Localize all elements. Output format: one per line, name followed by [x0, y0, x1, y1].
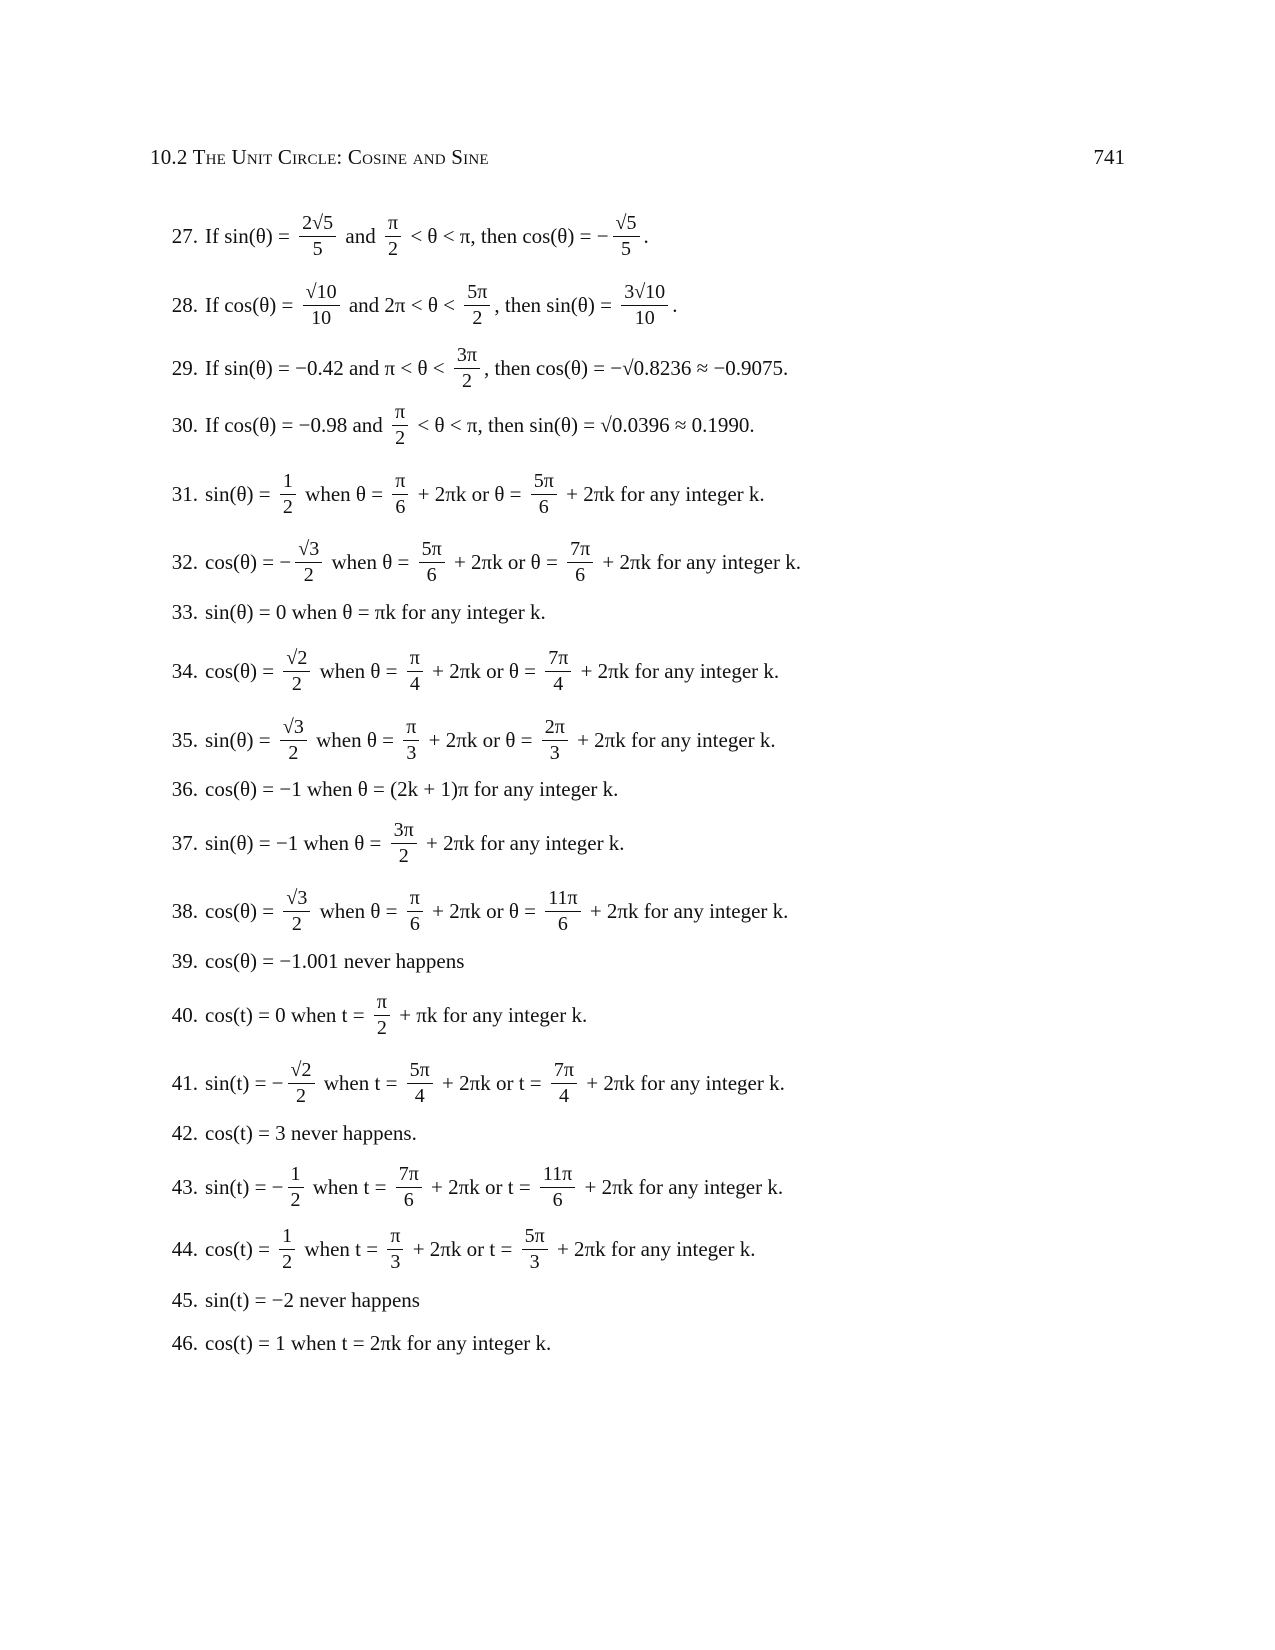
math-text: and	[340, 223, 381, 248]
item-body	[205, 992, 587, 1039]
denominator: 2	[303, 563, 314, 586]
math-text: sin(t) = −	[205, 1174, 284, 1199]
denominator: 6	[426, 563, 437, 586]
denominator: 10	[311, 306, 332, 329]
numerator: 1	[280, 471, 296, 495]
denominator: 2	[461, 369, 472, 392]
math-text: + 2πk for any integer k.	[597, 549, 801, 574]
denominator: 2	[296, 1084, 306, 1107]
fraction	[545, 648, 571, 695]
item-body	[205, 820, 625, 867]
math-text: + 2πk for any integer k.	[581, 1070, 785, 1095]
denominator: 4	[553, 672, 564, 695]
denominator: 2	[282, 1250, 293, 1273]
item-number: 27.	[171, 223, 198, 248]
fraction	[551, 1060, 577, 1107]
math-text: when θ =	[299, 481, 389, 506]
numerator: √5	[613, 213, 640, 237]
item-body	[205, 949, 464, 974]
numerator: 3π	[454, 345, 480, 369]
denominator: 4	[414, 1084, 425, 1107]
fraction	[303, 282, 340, 329]
item-number: 39.	[171, 948, 198, 973]
denominator: 2	[472, 306, 483, 329]
denominator: 3	[529, 1250, 540, 1273]
denominator: 2	[388, 237, 398, 260]
denominator: 2	[282, 495, 293, 518]
item-body	[205, 777, 618, 802]
math-text: + 2πk for any integer k.	[551, 1236, 756, 1261]
math-text: cos(t) = 3 never happens.	[205, 1120, 417, 1145]
numerator: 11π	[540, 1164, 575, 1188]
denominator: 6	[557, 912, 568, 935]
math-text: cos(t) = 0 when t =	[205, 1002, 370, 1027]
math-text: sin(θ) = 0 when θ = πk for any integer k.	[205, 599, 546, 624]
item-number: 43.	[171, 1174, 198, 1199]
fraction	[288, 1164, 304, 1211]
numerator: π	[403, 717, 419, 741]
fraction	[522, 1226, 548, 1273]
numerator: 7π	[567, 539, 593, 563]
math-text: when θ =	[314, 658, 403, 683]
numerator: 7π	[396, 1164, 422, 1188]
numerator: √2	[283, 648, 310, 672]
numerator: √2	[288, 1060, 315, 1084]
fraction	[621, 282, 668, 329]
math-text: cos(t) =	[205, 1236, 276, 1261]
item-body	[205, 402, 755, 449]
denominator: 4	[558, 1084, 569, 1107]
fraction	[392, 471, 408, 518]
denominator: 2	[291, 672, 302, 695]
answer-item	[162, 206, 1162, 266]
denominator: 10	[634, 306, 655, 329]
item-number: 31.	[171, 481, 198, 506]
denominator: 6	[409, 912, 420, 935]
math-text: when t =	[318, 1070, 403, 1095]
item-number: 30.	[171, 412, 198, 437]
item-number: 34.	[171, 658, 198, 683]
numerator: 1	[288, 1164, 304, 1188]
fraction	[464, 282, 490, 329]
item-body	[205, 345, 788, 392]
math-text: cos(θ) =	[205, 898, 280, 923]
page-number: 741	[1093, 145, 1125, 169]
item-body	[205, 1331, 551, 1356]
fraction	[540, 1164, 575, 1211]
math-text: cos(θ) = −1.001 never happens	[205, 948, 465, 973]
math-text: cos(θ) =	[205, 658, 280, 683]
math-text: sin(θ) = −1 when θ =	[205, 830, 387, 855]
fraction	[391, 820, 417, 867]
math-text: + 2πk for any integer k.	[579, 1174, 784, 1199]
fraction	[280, 717, 307, 764]
item-body	[205, 1121, 417, 1146]
item-number: 29.	[171, 355, 198, 380]
fraction	[567, 539, 593, 586]
numerator: 5π	[522, 1226, 548, 1250]
denominator: 2	[291, 912, 302, 935]
numerator: 5π	[419, 539, 445, 563]
item-body	[205, 1060, 785, 1107]
math-text: sin(t) = −2 never happens	[205, 1287, 420, 1312]
math-text: + 2πk or θ =	[426, 898, 542, 923]
numerator: 5π	[531, 471, 557, 495]
numerator: 5π	[407, 1060, 433, 1084]
item-body	[205, 888, 788, 935]
math-text: + πk for any integer k.	[393, 1002, 588, 1027]
item-number: 45.	[171, 1287, 198, 1312]
numerator: 2√5	[299, 213, 336, 237]
numerator: 7π	[551, 1060, 577, 1084]
math-text: .	[672, 292, 678, 317]
answer-item	[162, 395, 1162, 455]
item-number: 40.	[171, 1002, 198, 1027]
page-header	[150, 145, 1125, 175]
answer-item	[162, 813, 1162, 873]
fraction	[283, 648, 310, 695]
fraction	[542, 717, 568, 764]
answer-item	[162, 1313, 1162, 1373]
math-text: + 2πk or θ =	[426, 658, 542, 683]
numerator: √10	[303, 282, 340, 306]
numerator: π	[392, 471, 408, 495]
fraction	[280, 471, 296, 518]
numerator: √3	[295, 539, 322, 563]
numerator: 11π	[545, 888, 580, 912]
math-text: sin(t) = −	[205, 1070, 284, 1095]
fraction	[531, 471, 557, 518]
answer-item	[162, 1103, 1162, 1163]
math-text: If sin(θ) =	[205, 223, 296, 248]
answer-item	[162, 641, 1162, 701]
math-text: < θ < π, then sin(θ) = √0.0396 ≈ 0.1990.	[412, 412, 755, 437]
math-text: .	[643, 223, 649, 248]
answer-item	[162, 931, 1162, 991]
answer-item	[162, 582, 1162, 642]
item-body	[205, 1288, 420, 1313]
running-title: 10.2 The Unit Circle: Cosine and Sine	[150, 145, 489, 169]
math-text: + 2πk or t =	[407, 1236, 518, 1261]
fraction	[419, 539, 445, 586]
math-text: , then cos(θ) = −√0.8236 ≈ −0.9075.	[484, 355, 789, 380]
numerator: π	[407, 888, 423, 912]
denominator: 6	[403, 1188, 414, 1211]
fraction	[396, 1164, 422, 1211]
fraction	[288, 1060, 315, 1107]
item-body	[205, 471, 765, 518]
denominator: 2	[395, 426, 406, 449]
math-text: cos(t) = 1 when t = 2πk for any integer k.	[205, 1330, 552, 1355]
numerator: 7π	[545, 648, 571, 672]
item-number: 41.	[171, 1070, 198, 1095]
numerator: 2π	[542, 717, 568, 741]
math-text: + 2πk for any integer k.	[584, 898, 789, 923]
fraction	[374, 992, 390, 1039]
fraction	[403, 717, 419, 764]
denominator: 6	[575, 563, 586, 586]
item-number: 35.	[171, 727, 198, 752]
numerator: 3π	[391, 820, 417, 844]
fraction	[295, 539, 322, 586]
denominator: 2	[376, 1016, 387, 1039]
math-text: when θ =	[326, 549, 415, 574]
fraction	[407, 888, 423, 935]
fraction	[392, 402, 408, 449]
fraction	[385, 213, 401, 260]
fraction	[387, 1226, 403, 1273]
item-body	[205, 1164, 783, 1211]
math-text: , then sin(θ) =	[494, 292, 618, 317]
item-number: 37.	[171, 830, 198, 855]
answer-item	[162, 759, 1162, 819]
math-text: + 2πk for any integer k.	[560, 481, 765, 506]
answer-item	[162, 338, 1162, 398]
math-text: + 2πk or t =	[436, 1070, 547, 1095]
math-text: + 2πk for any integer k.	[575, 658, 780, 683]
numerator: 5π	[464, 282, 490, 306]
answer-item	[162, 464, 1162, 524]
numerator: π	[387, 1226, 403, 1250]
denominator: 5	[621, 237, 632, 260]
numerator: π	[407, 648, 423, 672]
math-text: + 2πk or θ =	[423, 727, 538, 752]
fraction	[407, 648, 423, 695]
math-text: when t =	[307, 1174, 392, 1199]
math-text: + 2πk or θ =	[448, 549, 564, 574]
numerator: π	[392, 402, 408, 426]
answer-item	[162, 1157, 1162, 1217]
math-text: and 2π < θ <	[343, 292, 461, 317]
numerator: π	[374, 992, 390, 1016]
denominator: 6	[538, 495, 549, 518]
fraction	[279, 1226, 295, 1273]
math-text: + 2πk or θ =	[412, 481, 527, 506]
math-text: + 2πk for any integer k.	[571, 727, 776, 752]
item-number: 28.	[171, 292, 198, 317]
denominator: 3	[406, 741, 417, 764]
math-text: < θ < π, then cos(θ) = −	[405, 223, 609, 248]
math-text: If sin(θ) = −0.42 and π < θ <	[205, 355, 450, 380]
denominator: 5	[312, 237, 323, 260]
math-text: + 2πk or t =	[425, 1174, 536, 1199]
math-text: + 2πk for any integer k.	[420, 830, 625, 855]
math-text: sin(θ) =	[205, 727, 276, 752]
math-text: when θ =	[310, 727, 400, 752]
answer-item	[162, 275, 1162, 335]
item-number: 38.	[171, 898, 198, 923]
denominator: 6	[552, 1188, 563, 1211]
fraction	[454, 345, 480, 392]
numerator: 1	[279, 1226, 295, 1250]
denominator: 3	[390, 1250, 401, 1273]
fraction	[545, 888, 580, 935]
denominator: 2	[398, 844, 409, 867]
math-text: cos(θ) = −1 when θ = (2k + 1)π for any integer k.	[205, 776, 619, 801]
item-body	[205, 648, 779, 695]
fraction	[299, 213, 336, 260]
math-text: If cos(θ) =	[205, 292, 299, 317]
item-number: 46.	[171, 1330, 198, 1355]
item-body	[205, 717, 776, 764]
math-text: If cos(θ) = −0.98 and	[205, 412, 389, 437]
denominator: 3	[549, 741, 560, 764]
denominator: 2	[288, 741, 299, 764]
denominator: 2	[290, 1188, 301, 1211]
numerator: 3√10	[621, 282, 668, 306]
item-number: 44.	[171, 1236, 198, 1261]
numerator: √3	[280, 717, 307, 741]
denominator: 4	[409, 672, 420, 695]
item-number: 36.	[171, 776, 198, 801]
item-body	[205, 539, 801, 586]
answer-item	[162, 985, 1162, 1045]
item-number: 33.	[171, 599, 198, 624]
denominator: 6	[395, 495, 406, 518]
item-number: 32.	[171, 549, 198, 574]
math-text: when t =	[299, 1236, 384, 1261]
item-body	[205, 282, 677, 329]
numerator: √3	[283, 888, 310, 912]
math-text: cos(θ) = −	[205, 549, 292, 574]
fraction	[283, 888, 310, 935]
item-number: 42.	[171, 1120, 198, 1145]
item-body	[205, 213, 649, 260]
math-text: sin(θ) =	[205, 481, 276, 506]
numerator: π	[385, 213, 401, 237]
fraction	[407, 1060, 433, 1107]
fraction	[613, 213, 640, 260]
item-body	[205, 600, 546, 625]
math-text: when θ =	[314, 898, 403, 923]
item-body	[205, 1226, 756, 1273]
